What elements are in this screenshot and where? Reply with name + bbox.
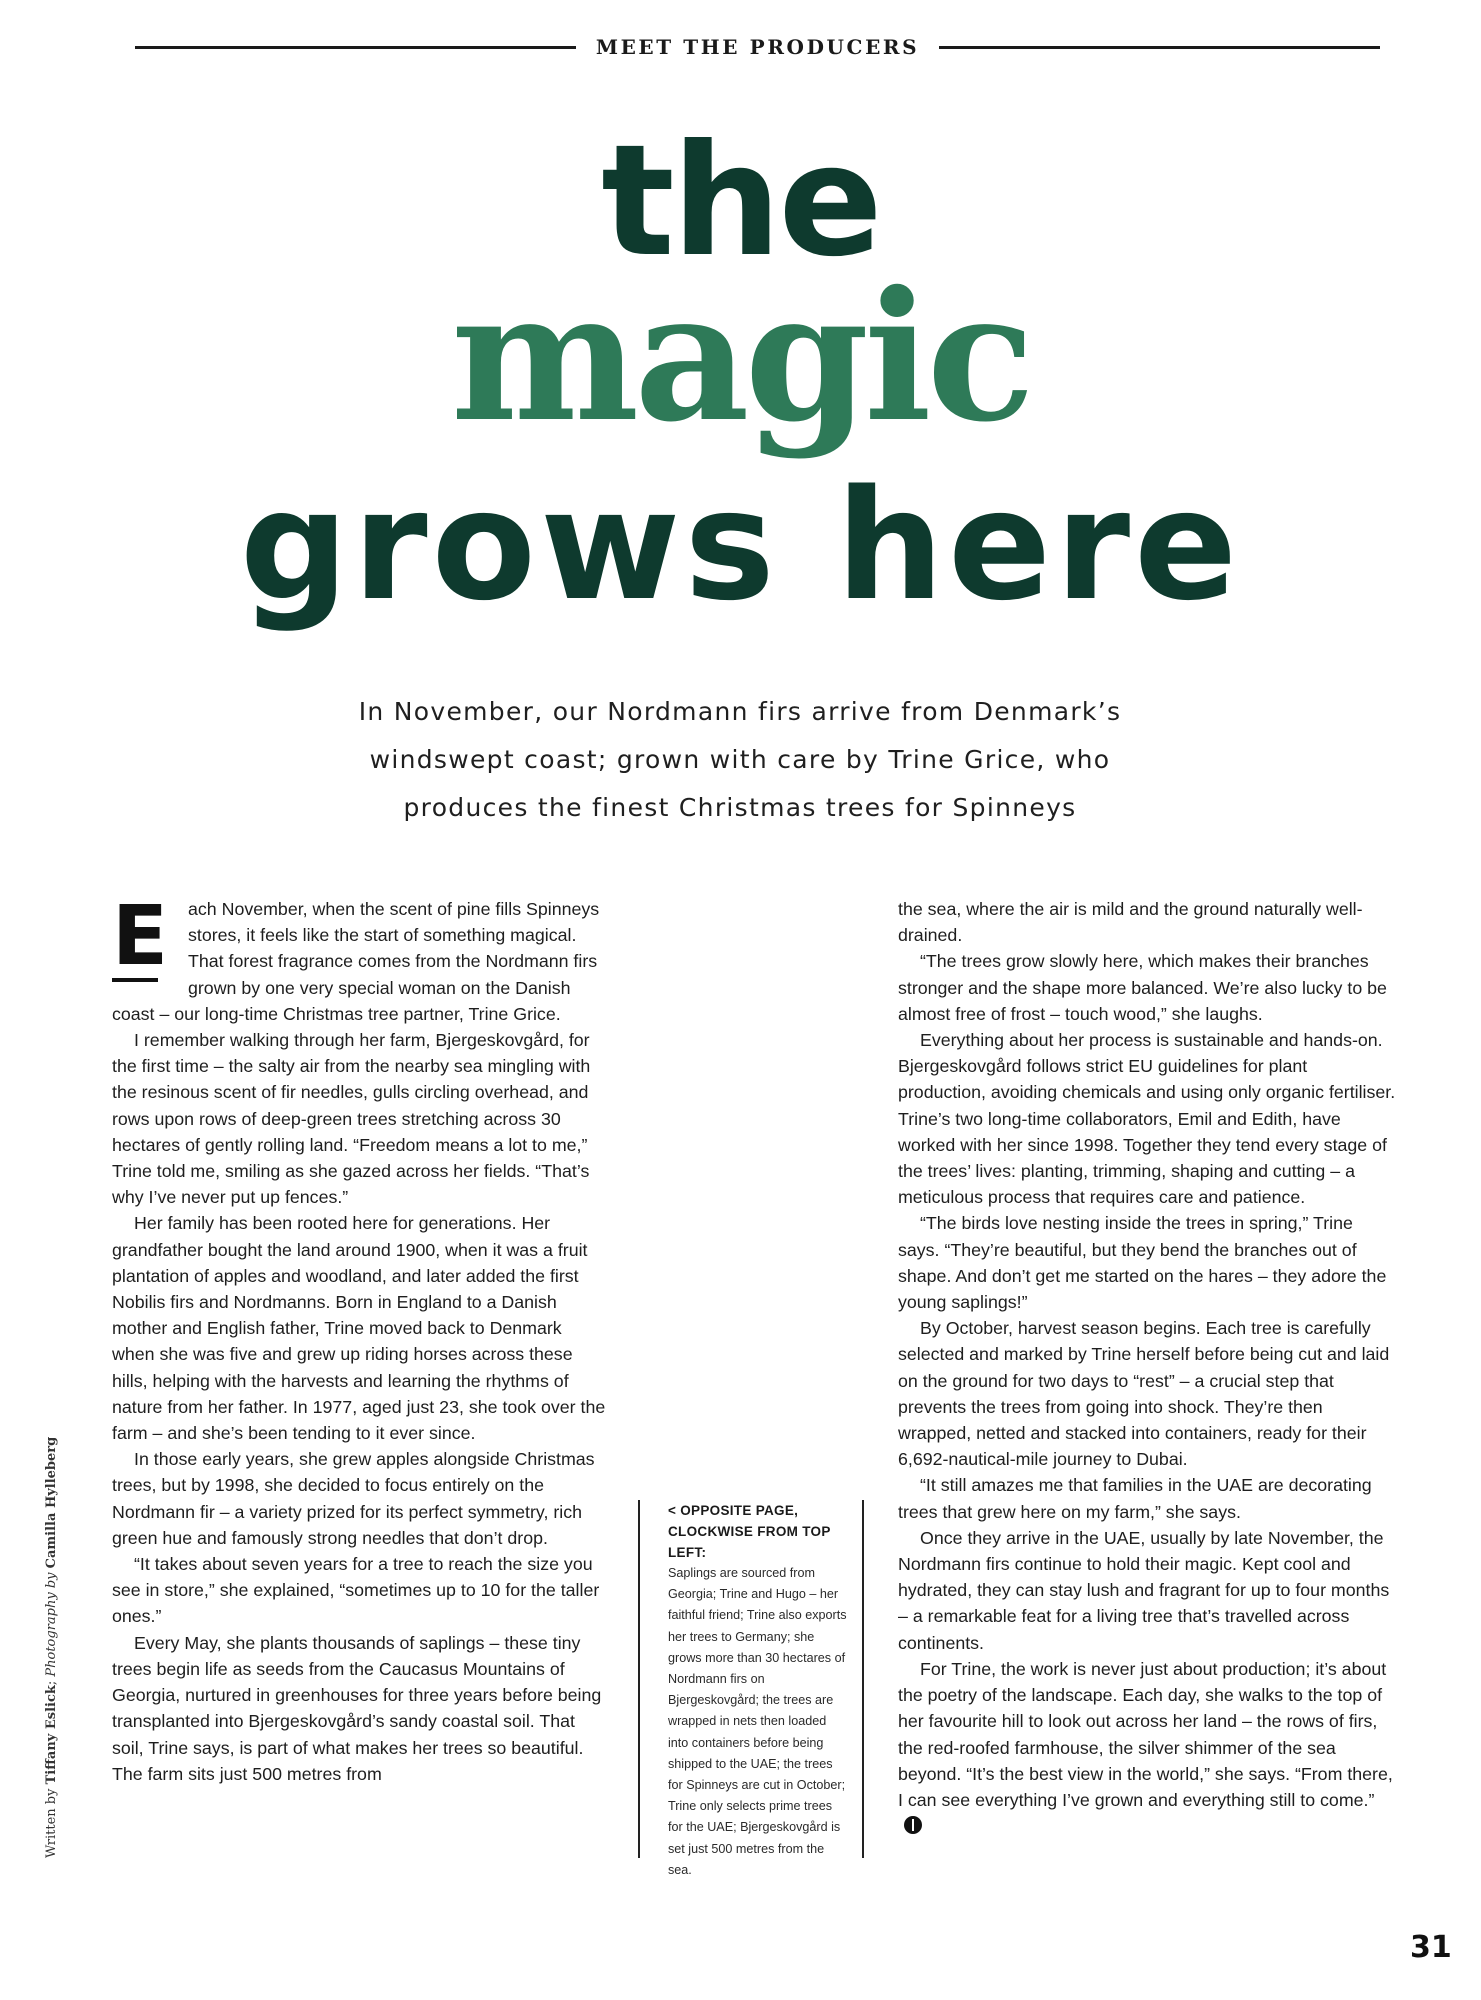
paragraph: By October, harvest season begins. Each tree is carefully selected and marked by Trine herself before being cut and laid on the ground for two days to “rest” – a crucial step that prevents the trees from going into shock. They’re then wrapped, netted and stacked into containers, ready for their 6,692-nautical-mile journey to Dubai. (898, 1318, 1390, 1470)
paragraph: ach November, when the scent of pine fills Spinneys stores, it feels like the start of something magical. That forest fragrance comes from the Nordmann firs grown by one very special woman on the Danish coast – our long-time Christmas tree partner, Trine Grice. (112, 899, 600, 1024)
paragraph: “It still amazes me that families in the UAE are decorating trees that grew here on my farm,” she says. (898, 1475, 1372, 1522)
byline-credits (44, 1438, 59, 1858)
photography-label: Photography by (44, 1568, 59, 1677)
paragraph: Her family has been rooted here for generations. Her grandfather bought the land around 1900, when it was a fruit plantation of apples and woodland, and later added the first Nobilis firs and Nordmanns. Born in England to a Danish mother and English father, Trine moved back to Denmark when she was five and grew up riding horses across these hills, helping with the harvests and learning the rhythms of nature from her father. In 1977, aged just 23, she took over the farm – and she’s been tending to it ever since. (112, 1213, 606, 1444)
caption-heading-line-1: < OPPOSITE PAGE, (668, 1503, 799, 1518)
drop-cap-container (112, 889, 170, 998)
headline-line-3: grows here (239, 457, 1242, 634)
paragraph: I remember walking through her farm, Bjergeskovgård, for the first time – the salty air from the nearby sea mingling with the resinous scent of fir needles, gulls circling overhead, and rows upon rows of deep-green trees stretching across 30 hectares of gently rolling land. “Freedom means a lot to me,” Trine told me, smiling as she gazed across her fields. “That’s why I’ve never put up fences.” (112, 1030, 591, 1208)
headline-line-1: the (601, 112, 880, 291)
credits-separator: ; (44, 1676, 59, 1686)
standfirst-line-1: In November, our Nordmann firs arrive from Denmark’s (358, 697, 1122, 726)
caption-text: Saplings are sourced from Georgia; Trine and Hugo – her faithful friend; Trine also exports her trees to Germany; she grows more than 30 hectares of Nordmann firs on Bjergeskovgård; the trees are wrapped in nets then loaded into containers before being shipped to the UAE; the trees for Spinneys are cut in October; Trine only selects prime trees for the UAE; Bjergeskovgård is set just 500 metres from the sea. (668, 1566, 847, 1877)
closing-paragraph (898, 1656, 1396, 1839)
writer-name: Tiffany Eslick (44, 1685, 59, 1785)
standfirst-line-2: windswept coast; grown with care by Trine Grice, who (369, 745, 1111, 774)
paragraph: “It takes about seven years for a tree to reach the size you see in store,” she explained, “sometimes up to 10 for the taller ones.” (112, 1554, 600, 1627)
paragraph: “The trees grow slowly here, which makes their branches stronger and the shape more balanced. We’re also lucky to be almost free of frost – touch wood,” she laughs. (898, 951, 1387, 1024)
closing-paragraph-text: For Trine, the work is never just about production; it’s about the poetry of the landscape. Each day, she walks to the top of her favourite hill to look out across her land – the rows of firs, the red-roofed farmhouse, the silver shimmer of the sea beyond. “It’s the best view in the world,” she says. “From there, I can see everything I’ve grown and everything still to come.” (898, 1658, 1393, 1810)
paragraph: Once they arrive in the UAE, usually by late November, the Nordmann firs continue to hold their magic. Kept cool and hydrated, they can stay lush and fragrant for up to four months – a remarkable feat for a living tree that’s travelled across continents. (898, 1527, 1390, 1653)
section-label: MEET THE PRODUCERS (595, 35, 920, 59)
header-rule-right (939, 46, 1380, 49)
photographer-name: Camilla Hylleberg (44, 1436, 59, 1569)
standfirst (330, 688, 1150, 832)
headline-line-2: magic (450, 252, 1031, 461)
section-header (135, 30, 1380, 64)
drop-cap: E (112, 889, 167, 984)
header-rule-left (135, 46, 576, 49)
caption-heading (668, 1500, 862, 1563)
article-column-left (112, 889, 606, 1787)
written-by-label: Written by (44, 1784, 59, 1858)
photo-caption (638, 1500, 864, 1877)
paragraph: In those early years, she grew apples alongside Christmas trees, but by 1998, she decided to focus entirely on the Nordmann fir – a variety prized for its perfect symmetry, rich green hue and famously strong needles that don’t drop. (112, 1449, 595, 1548)
caption-heading-line-2: CLOCKWISE FROM TOP LEFT: (668, 1524, 831, 1560)
paragraph-continuation: the sea, where the air is mild and the ground naturally well-drained. (898, 899, 1363, 946)
page-number: 31 (1410, 1930, 1452, 1965)
paragraph: “The birds love nesting inside the trees in spring,” Trine says. “They’re beautiful, but they bend the branches out of shape. And don’t get me started on the hares – they adore the young saplings!” (898, 1213, 1387, 1313)
paragraph: Every May, she plants thousands of saplings – these tiny trees begin life as seeds from the Caucasus Mountains of Georgia, nurtured in greenhouses for three years before being transplanted into Bjergeskovgård’s sandy coastal soil. That soil, Trine says, is part of what makes her trees so beautiful. The farm sits just 500 metres from (112, 1632, 602, 1784)
article-column-right (898, 896, 1396, 1839)
end-mark-icon (904, 1816, 922, 1834)
paragraph: Everything about her process is sustainable and hands-on. Bjergeskovgård follows strict EU guidelines for plant production, avoiding chemicals and using only organic fertiliser. Trine’s two long-time collaborators, Emil and Edith, have worked with her since 1998. Together they tend every stage of the trees’ lives: planting, trimming, shaping and cutting – a meticulous process that requires care and patience. (898, 1030, 1396, 1208)
standfirst-line-3: produces the finest Christmas trees for Spinneys (403, 793, 1077, 822)
